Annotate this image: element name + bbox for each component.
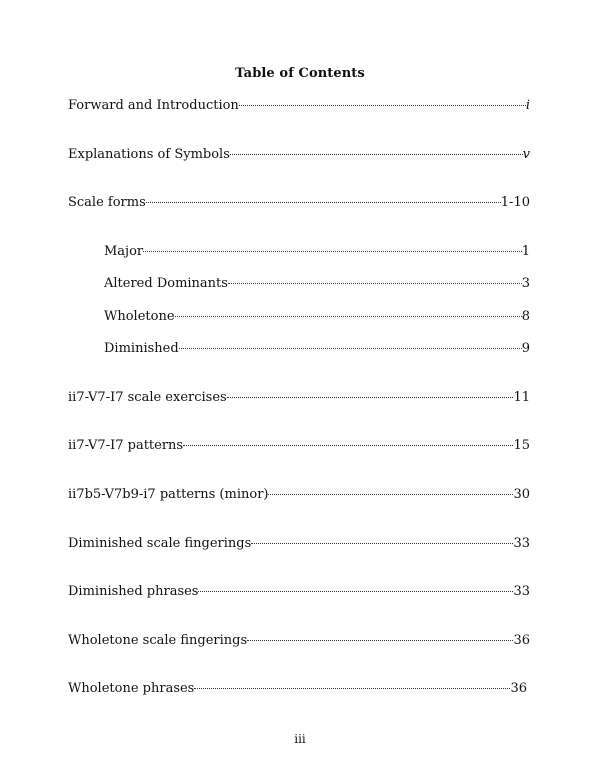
toc-leader-dots [198,591,513,592]
toc-entry-forward-introduction [68,98,530,114]
toc-entry-label: Scale forms [68,195,146,210]
toc-leader-dots [183,445,513,446]
toc-entry-wholetone-fingerings [68,633,530,649]
toc-entry-label: ii7-V7-I7 scale exercises [68,390,227,405]
toc-entry-label: Wholetone scale fingerings [68,633,248,648]
toc-entry-label: Diminished [104,341,179,356]
toc-entry-page: 3 [521,276,530,291]
toc-entry-label: Major [104,244,144,259]
toc-leader-dots [143,251,522,252]
toc-entry-page: 33 [513,584,530,599]
toc-entry-label: ii7-V7-I7 patterns [68,438,184,453]
toc-entry-page: 8 [521,309,530,324]
toc-entry-label: Diminished scale fingerings [68,536,252,551]
toc-entry-diminished-fingerings [68,536,530,552]
toc-leader-dots [175,316,522,317]
toc-entry-label: ii7b5-V7b9-i7 patterns (minor) [68,487,269,502]
toc-leader-dots [227,397,514,398]
toc-entry-page: 1-10 [500,195,530,210]
toc-leader-dots [146,202,501,203]
toc-subentry-diminished [104,341,530,357]
toc-entry-page: i [525,98,530,113]
toc-entry-page: 36 [510,681,527,696]
toc-entry-page: 15 [513,438,530,453]
toc-title: Table of Contents [235,66,365,81]
toc-leader-dots [247,640,513,641]
toc-entry-minor-patterns [68,487,530,503]
toc-leader-dots [268,494,513,495]
toc-subentry-major [104,244,530,260]
toc-leader-dots [179,348,522,349]
toc-entry-page: 36 [513,633,530,648]
toc-entry-page: 30 [513,487,530,502]
toc-entry-patterns [68,438,530,454]
toc-leader-dots [239,105,526,106]
toc-entry-label: Wholetone phrases [68,681,195,696]
toc-entry-label: Altered Dominants [104,276,228,291]
toc-subentry-altered-dominants [104,276,530,292]
toc-entry-scale-forms [68,195,530,211]
toc-leader-dots [230,154,523,155]
page-number: iii [294,732,306,746]
toc-entry-label: Wholetone [104,309,175,324]
toc-entry-label: Forward and Introduction [68,98,239,113]
toc-leader-dots [251,543,513,544]
toc-entry-label: Explanations of Symbols [68,147,230,162]
toc-entry-page: 11 [513,390,530,405]
toc-entry-page: 1 [521,244,530,259]
toc-entry-page: 33 [513,536,530,551]
toc-entry-label: Diminished phrases [68,584,199,599]
toc-entry-page: 9 [521,341,530,356]
toc-entry-wholetone-phrases [68,681,527,697]
toc-entry-explanations-symbols [68,147,530,163]
toc-leader-dots [194,688,510,689]
toc-entry-diminished-phrases [68,584,530,600]
toc-subentry-wholetone [104,309,530,325]
toc-leader-dots [228,283,522,284]
toc-entry-page: v [522,147,530,162]
toc-entry-scale-exercises [68,390,530,406]
